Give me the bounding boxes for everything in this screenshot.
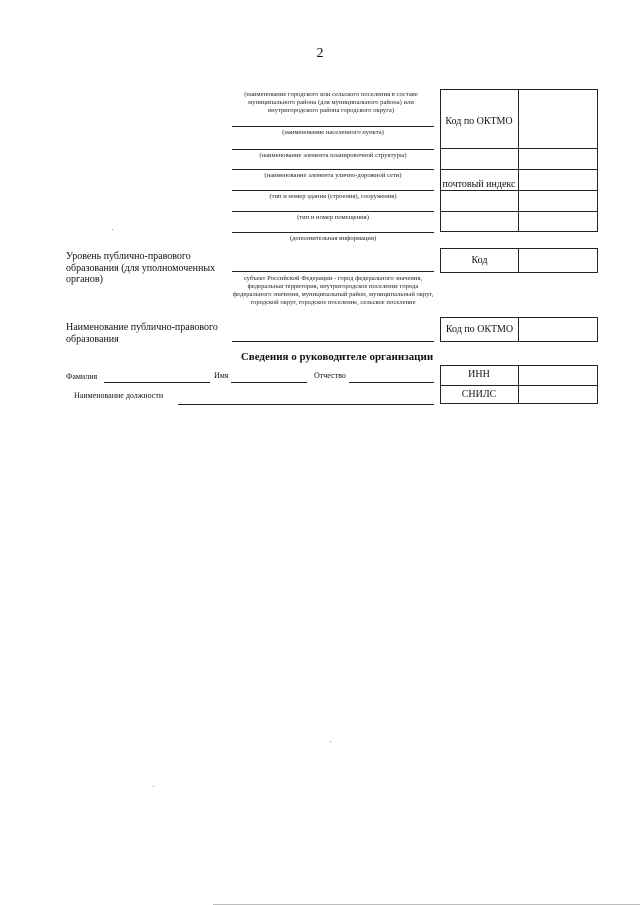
inn-label: ИНН	[468, 369, 490, 380]
scan-speck	[153, 786, 154, 787]
patronymic-field[interactable]	[349, 382, 434, 383]
surname-label: Фамилия	[66, 372, 98, 381]
position-label: Наименование должности	[74, 391, 164, 400]
line-locality	[232, 126, 434, 127]
caption-building: (тип и номер здания (строения), сооружения)	[269, 193, 397, 200]
oktmo2-value-cell[interactable]	[518, 317, 598, 342]
surname-field[interactable]	[104, 382, 210, 383]
name-field[interactable]	[231, 382, 307, 383]
entity-name-label: Наименование публично-правового образования	[66, 322, 218, 345]
scan-speck	[330, 741, 331, 742]
code-value-cell[interactable]	[518, 248, 598, 273]
caption-settlement: (наименование городского или сельского поселения в составе муниципального района (для муниципального района) или внутригородского района городского округа)	[244, 91, 418, 114]
patronymic-label: Отчество	[314, 371, 346, 380]
name-label: Имя	[214, 371, 229, 380]
line-entity-name	[232, 341, 434, 342]
caption-extra: (дополнительная информация)	[289, 235, 377, 242]
line-extra	[232, 232, 434, 233]
code-box: Код	[440, 248, 519, 273]
address-table-row-line-2	[440, 169, 598, 170]
address-table-row-line-3	[440, 190, 598, 191]
address-table-row-line-4	[440, 211, 598, 212]
inn-snils-row-line	[440, 385, 598, 386]
scan-speck	[112, 229, 113, 230]
oktmo2-box: Код по ОКТМО	[440, 317, 519, 342]
position-field[interactable]	[178, 404, 434, 405]
line-level	[232, 271, 434, 272]
line-planning	[232, 149, 434, 150]
oktmo-label: Код по ОКТМО	[445, 116, 513, 127]
caption-planning: (наименование элемента планировочной структуры)	[259, 152, 407, 159]
caption-room: (тип и номер помещения)	[297, 214, 369, 221]
caption-street: (наименование элемента улично-дорожной сети)	[264, 172, 402, 179]
address-table-row-line-1	[440, 148, 598, 149]
caption-level: субъект Российской Федерации - город федерального значения, федеральная территория, внутригородское поселение города федерального значения, муниципальный район, муниципальный округ, городской округ, городское поселение, сельское поселение	[232, 275, 434, 306]
caption-locality: (наименование населенного пункта)	[282, 129, 384, 136]
snils-label: СНИЛС	[461, 389, 497, 400]
line-street	[232, 169, 434, 170]
line-room	[232, 211, 434, 212]
head-section-title: Сведения о руководителе организации	[240, 351, 434, 363]
line-building	[232, 190, 434, 191]
level-label: Уровень публично-правового образования (для уполномоченных органов)	[66, 251, 216, 285]
postal-index-label: почтовый индекс	[442, 179, 516, 190]
page-number: 2	[316, 46, 324, 61]
